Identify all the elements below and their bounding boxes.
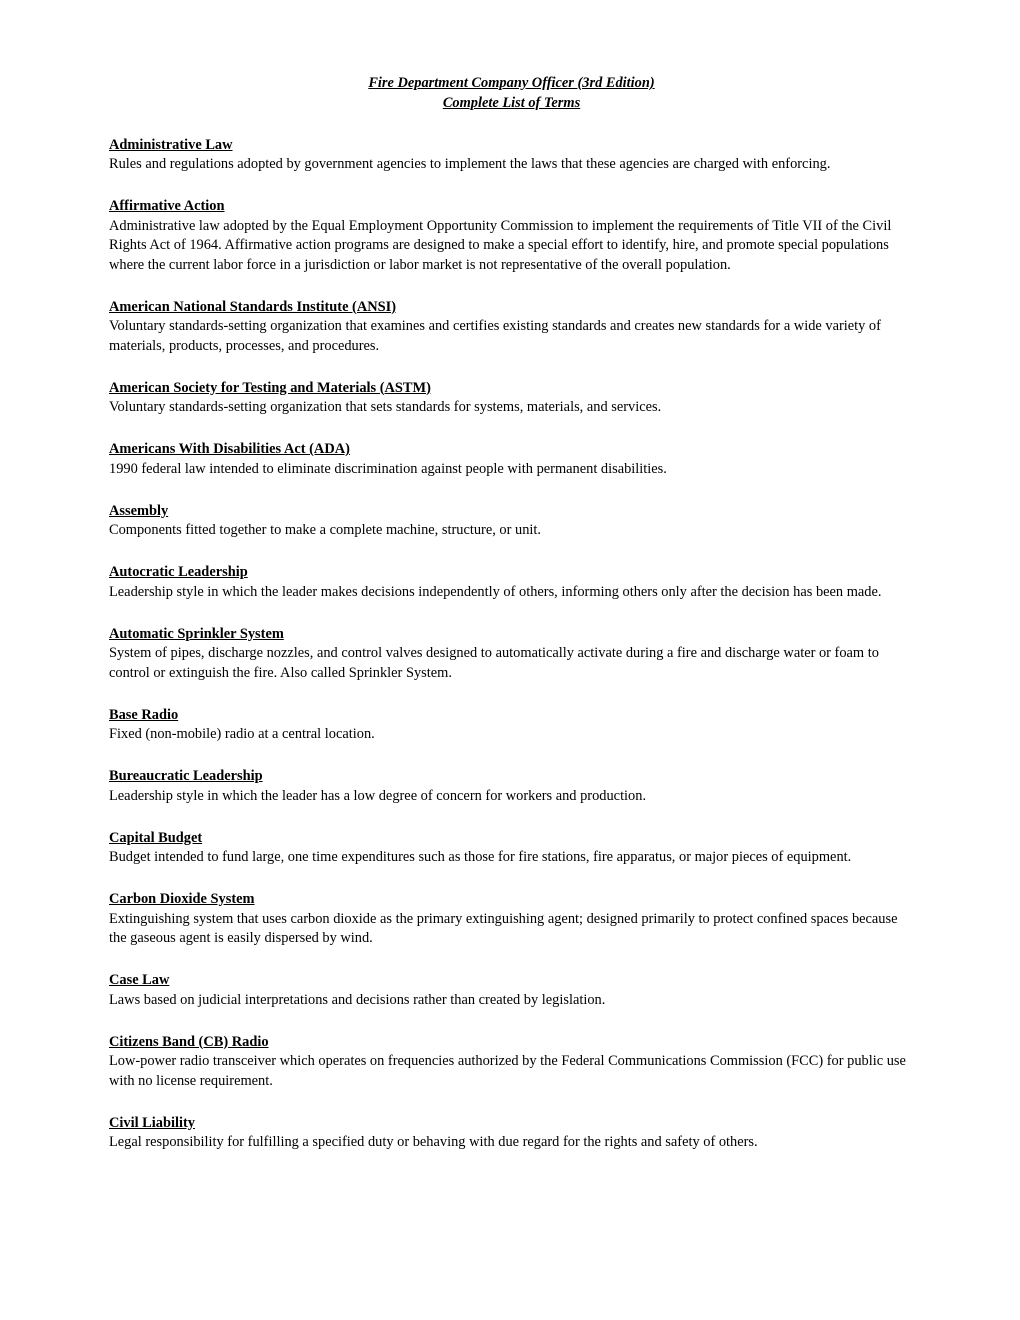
term-definition: Low-power radio transceiver which operates on frequencies authorized by the Federal Communications Commission (FCC) for public use with no license requirement.	[109, 1053, 906, 1089]
terms-list	[109, 136, 914, 1153]
term-heading: Administrative Law	[109, 136, 233, 153]
term-heading: Americans With Disabilities Act (ADA)	[109, 441, 350, 457]
term-entry	[109, 625, 914, 684]
term-heading: Capital Budget	[109, 829, 203, 846]
term-heading: Assembly	[109, 502, 169, 519]
term-definition: 1990 federal law intended to eliminate discrimination against people with permanent disabilities.	[109, 460, 667, 477]
term-definition: Voluntary standards-setting organization that examines and certifies existing standards and creates new standards for a wide variety of materials, products, processes, and procedures.	[109, 318, 881, 354]
term-definition: Rules and regulations adopted by government agencies to implement the laws that these agencies are charged with enforcing.	[109, 156, 831, 172]
term-entry	[109, 1114, 914, 1153]
term-definition: Leadership style in which the leader has a low degree of concern for workers and production.	[109, 787, 647, 804]
term-definition: Laws based on judicial interpretations and decisions rather than created by legislation.	[109, 991, 606, 1008]
term-entry	[109, 502, 914, 541]
term-definition: Components fitted together to make a complete machine, structure, or unit.	[109, 522, 541, 538]
term-definition: Administrative law adopted by the Equal Employment Opportunity Commission to implement the requirements of Title VII of the Civil Rights Act of 1964. Affirmative action programs are designed to make a special effort to identify, hire, and promote special populations where the current labor force in a jurisdiction or labor market is not representative of the overall population.	[109, 217, 892, 273]
term-definition: Fixed (non-mobile) radio at a central location.	[109, 726, 375, 742]
term-entry	[109, 563, 914, 602]
term-entry	[109, 767, 914, 806]
term-heading: Civil Liability	[109, 1114, 195, 1131]
term-heading: Citizens Band (CB) Radio	[109, 1033, 269, 1050]
term-heading: Affirmative Action	[109, 198, 225, 214]
term-heading: Base Radio	[109, 706, 179, 723]
document-title: Fire Department Company Officer (3rd Edition)	[368, 75, 655, 91]
term-entry	[109, 1033, 914, 1092]
term-definition: Voluntary standards-setting organization that sets standards for systems, materials, and services.	[109, 399, 662, 415]
term-heading: Autocratic Leadership	[109, 564, 248, 580]
term-heading: Carbon Dioxide System	[109, 891, 255, 907]
term-definition: Leadership style in which the leader makes decisions independently of others, informing others only after the decision has been made.	[109, 583, 882, 600]
term-heading: Bureaucratic Leadership	[109, 768, 263, 784]
document-page	[109, 74, 914, 1175]
term-entry	[109, 440, 914, 479]
document-subtitle: Complete List of Terms	[442, 94, 581, 111]
term-entry	[109, 298, 914, 357]
term-entry	[109, 971, 914, 1010]
term-heading: American National Standards Institute (ANSI)	[109, 298, 397, 315]
term-definition: Budget intended to fund large, one time expenditures such as those for fire stations, fire apparatus, or major pieces of equipment.	[109, 849, 852, 865]
term-entry	[109, 706, 914, 745]
term-entry	[109, 829, 914, 868]
term-entry	[109, 136, 914, 175]
term-heading: Case Law	[109, 972, 170, 988]
term-heading: American Society for Testing and Materials (ASTM)	[109, 379, 431, 396]
term-entry	[109, 379, 914, 418]
term-entry	[109, 197, 914, 275]
term-heading: Automatic Sprinkler System	[109, 625, 284, 642]
term-definition: Extinguishing system that uses carbon dioxide as the primary extinguishing agent; designed primarily to protect confined spaces because the gaseous agent is easily dispersed by wind.	[109, 910, 898, 946]
term-definition: Legal responsibility for fulfilling a specified duty or behaving with due regard for the rights and safety of others.	[109, 1134, 758, 1150]
term-definition: System of pipes, discharge nozzles, and control valves designed to automatically activate during a fire and discharge water or foam to control or extinguish the fire. Also called Sprinkler System.	[109, 645, 879, 681]
term-entry	[109, 890, 914, 949]
